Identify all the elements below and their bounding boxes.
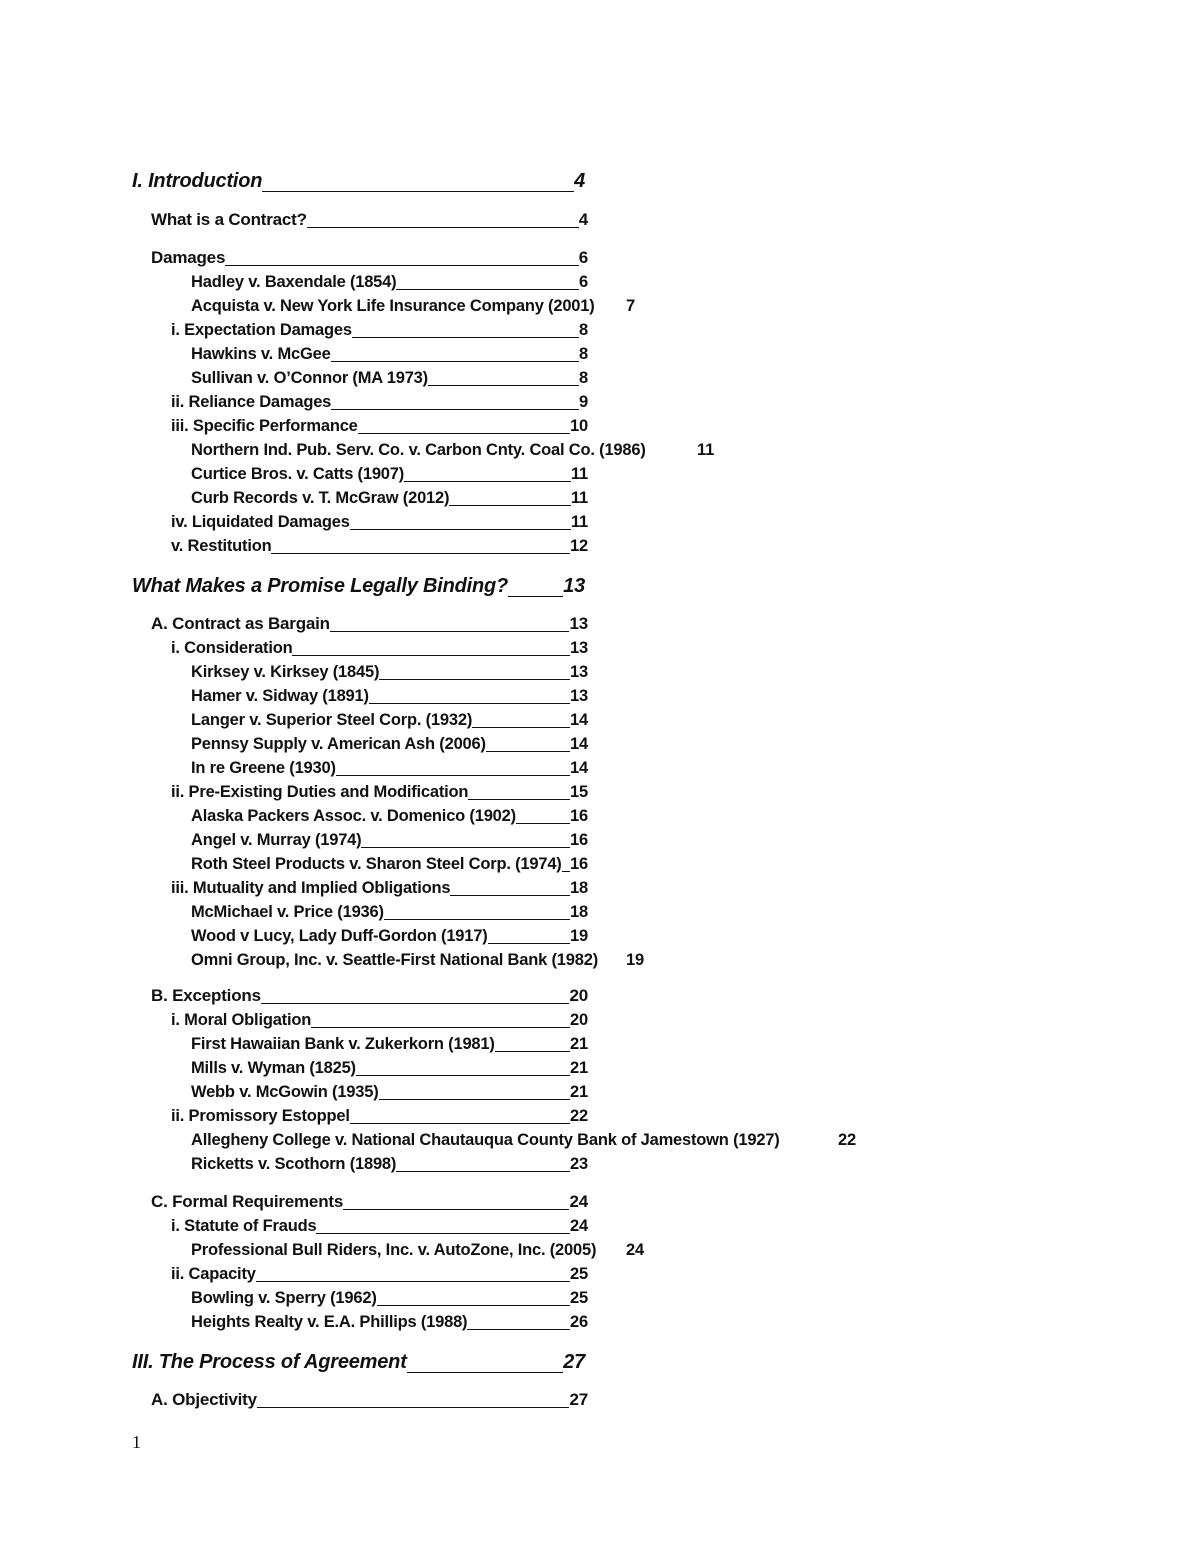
toc-entry[interactable] (0, 756, 1200, 780)
toc-entry-title: Hawkins v. McGee (191, 345, 331, 363)
toc-entry-title: Allegheny College v. National Chautauqua County Bank of Jamestown (1927) (191, 1131, 780, 1149)
toc-leader (307, 227, 579, 228)
toc-entry-title: Damages (151, 248, 226, 267)
toc-leader (343, 1209, 569, 1210)
toc-leader (379, 679, 570, 680)
toc-entry[interactable] (0, 708, 1200, 732)
toc-entry-title: Hamer v. Sidway (1891) (191, 687, 369, 705)
toc-entry-page: 18 (570, 903, 588, 921)
toc-entry-title: ii. Reliance Damages (171, 393, 332, 411)
toc-entry-title: What Makes a Promise Legally Binding? (132, 575, 509, 597)
toc-leader (428, 385, 579, 386)
toc-entry-title: Kirksey v. Kirksey (1845) (191, 663, 380, 681)
toc-entry-title: Roth Steel Products v. Sharon Steel Corp. (1974) (191, 855, 562, 873)
toc-entry-title: Ricketts v. Scothorn (1898) (191, 1155, 397, 1173)
toc-entry-page: 8 (579, 369, 588, 387)
toc-entry-page: 21 (570, 1059, 588, 1077)
toc-entry[interactable] (0, 1262, 1200, 1286)
toc-entry-page: 16 (570, 807, 588, 825)
toc-entry-title: iii. Specific Performance (171, 417, 358, 435)
toc-entry-page: 25 (570, 1289, 588, 1307)
toc-entry-title: Mills v. Wyman (1825) (191, 1059, 356, 1077)
toc-entry[interactable] (0, 684, 1200, 708)
toc-entry-page: 13 (570, 687, 588, 705)
toc-entry-title: iii. Mutuality and Implied Obligations (171, 879, 451, 897)
toc-leader (311, 1027, 570, 1028)
toc-entry[interactable] (0, 1238, 1200, 1262)
toc-leader (257, 1407, 570, 1408)
toc-entry-title: i. Expectation Damages (171, 321, 352, 339)
toc-entry-page: 22 (838, 1131, 856, 1149)
toc-entry[interactable] (0, 534, 1200, 558)
toc-entry-page: 13 (570, 663, 588, 681)
toc-entry-page: 24 (569, 1192, 588, 1211)
toc-entry-page: 16 (570, 855, 588, 873)
toc-entry[interactable] (0, 1008, 1200, 1032)
toc-entry-page: 14 (570, 711, 588, 729)
toc-leader (486, 751, 570, 752)
toc-entry[interactable] (0, 804, 1200, 828)
toc-entry-title: A. Objectivity (151, 1390, 257, 1409)
toc-leader (330, 631, 570, 632)
toc-entry-page: 27 (569, 1390, 588, 1409)
toc-leader (407, 1372, 563, 1373)
toc-entry[interactable] (0, 390, 1200, 414)
toc-entry[interactable] (0, 828, 1200, 852)
toc-entry[interactable] (0, 1080, 1200, 1104)
toc-entry-page: 6 (579, 273, 588, 291)
toc-entry-title: Angel v. Murray (1974) (191, 831, 362, 849)
toc-entry-page: 13 (569, 614, 588, 633)
toc-entry-page: 15 (570, 783, 588, 801)
toc-entry[interactable] (0, 572, 1200, 600)
toc-leader (369, 703, 570, 704)
toc-leader (361, 847, 570, 848)
toc-entry-page: 21 (570, 1083, 588, 1101)
toc-entry-page: 25 (570, 1265, 588, 1283)
toc-entry-page: 24 (626, 1241, 644, 1259)
toc-entry-page: 23 (570, 1155, 588, 1173)
toc-leader (404, 481, 571, 482)
toc-entry[interactable] (0, 1152, 1200, 1176)
toc-leader (468, 799, 570, 800)
toc-entry-title: Heights Realty v. E.A. Phillips (1988) (191, 1313, 468, 1331)
toc-entry-page: 4 (578, 210, 588, 229)
toc-entry-page: 11 (570, 513, 588, 531)
toc-entry-title: III. The Process of Agreement (132, 1351, 407, 1373)
toc-entry-title: I. Introduction (132, 170, 263, 192)
toc-entry-page: 8 (579, 345, 588, 363)
toc-entry-title: Northern Ind. Pub. Serv. Co. v. Carbon Cnty. Coal Co. (1986) (191, 441, 646, 459)
toc-entry[interactable] (0, 876, 1200, 900)
toc-entry-title: Alaska Packers Assoc. v. Domenico (1902) (191, 807, 516, 825)
toc-leader (384, 919, 570, 920)
toc-entry[interactable] (0, 900, 1200, 924)
toc-entry[interactable] (0, 852, 1200, 876)
toc-entry-title: Sullivan v. O’Connor (MA 1973) (191, 369, 428, 387)
toc-entry[interactable] (0, 1286, 1200, 1310)
toc-entry[interactable] (0, 924, 1200, 948)
toc-leader (292, 655, 570, 656)
toc-entry-page: 22 (570, 1107, 588, 1125)
toc-entry-title: Wood v Lucy, Lady Duff-Gordon (1917) (191, 927, 488, 945)
toc-entry-title: Curb Records v. T. McGraw (2012) (191, 489, 450, 507)
toc-entry-title: In re Greene (1930) (191, 759, 336, 777)
toc-leader (379, 1099, 571, 1100)
toc-leader (261, 1003, 570, 1004)
toc-entry-title: i. Moral Obligation (171, 1011, 312, 1029)
toc-leader (350, 529, 571, 530)
toc-entry-page: 8 (579, 321, 588, 339)
toc-entry-page: 7 (626, 297, 635, 315)
toc-entry-title: A. Contract as Bargain (151, 614, 330, 633)
toc-entry[interactable] (0, 984, 1200, 1008)
toc-entry[interactable] (0, 438, 1200, 462)
toc-entry-page: 13 (570, 639, 588, 657)
toc-leader (467, 1329, 570, 1330)
toc-entry[interactable] (0, 948, 1200, 972)
toc-entry[interactable] (0, 462, 1200, 486)
toc-entry-title: First Hawaiian Bank v. Zukerkorn (1981) (191, 1035, 495, 1053)
toc-entry[interactable] (0, 167, 1200, 195)
toc-entry-title: Langer v. Superior Steel Corp. (1932) (191, 711, 473, 729)
toc-leader (449, 505, 571, 506)
toc-leader (396, 289, 579, 290)
toc-entry-title: Hadley v. Baxendale (1854) (191, 273, 397, 291)
toc-leader (377, 1305, 570, 1306)
toc-entry-title: Professional Bull Riders, Inc. v. AutoZone, Inc. (2005) (191, 1241, 597, 1259)
toc-entry-title: What is a Contract? (151, 210, 307, 229)
toc-entry[interactable] (0, 1348, 1200, 1376)
toc-leader (316, 1233, 570, 1234)
toc-entry-page: 16 (570, 831, 588, 849)
toc-leader (562, 871, 570, 872)
toc-leader (262, 191, 574, 192)
toc-leader (516, 823, 570, 824)
toc-entry-page: 27 (563, 1351, 585, 1373)
toc-entry[interactable] (0, 294, 1200, 318)
toc-entry-title: C. Formal Requirements (151, 1192, 344, 1211)
toc-entry-page: 13 (563, 575, 585, 597)
toc-entry-page: 14 (570, 759, 588, 777)
toc-entry[interactable] (0, 1032, 1200, 1056)
toc-entry[interactable] (0, 1214, 1200, 1238)
toc-entry-title: Bowling v. Sperry (1962) (191, 1289, 377, 1307)
toc-leader (396, 1171, 570, 1172)
toc-leader (495, 1051, 570, 1052)
toc-entry[interactable] (0, 660, 1200, 684)
toc-entry-page: 11 (697, 441, 715, 459)
toc-entry[interactable] (0, 1056, 1200, 1080)
toc-entry[interactable] (0, 1104, 1200, 1128)
toc-entry-page: 10 (570, 417, 588, 435)
toc-entry-page: 19 (626, 951, 644, 969)
toc-leader (356, 1075, 570, 1076)
toc-entry-title: ii. Promissory Estoppel (171, 1107, 350, 1125)
toc-entry-title: Curtice Bros. v. Catts (1907) (191, 465, 405, 483)
toc-entry-title: Webb v. McGowin (1935) (191, 1083, 379, 1101)
toc-entry[interactable] (0, 510, 1200, 534)
toc-entry[interactable] (0, 414, 1200, 438)
toc-leader (450, 895, 570, 896)
toc-entry[interactable] (0, 1190, 1200, 1214)
toc-entry[interactable] (0, 636, 1200, 660)
toc-leader (271, 553, 570, 554)
toc-leader (352, 337, 579, 338)
toc-entry-title: ii. Pre-Existing Duties and Modification (171, 783, 469, 801)
toc-entry-page: 6 (578, 248, 588, 267)
toc-leader (350, 1123, 570, 1124)
toc-leader (336, 775, 570, 776)
toc-entry-page: 18 (570, 879, 588, 897)
toc-leader (488, 943, 571, 944)
toc-entry-title: Acquista v. New York Life Insurance Company (2001) (191, 297, 595, 315)
toc-entry[interactable] (0, 318, 1200, 342)
toc-leader (331, 409, 579, 410)
toc-entry-page: 20 (569, 986, 588, 1005)
toc-entry-title: v. Restitution (171, 537, 272, 555)
toc-entry[interactable] (0, 486, 1200, 510)
toc-entry-page: 20 (570, 1011, 588, 1029)
toc-entry-page: 24 (570, 1217, 588, 1235)
toc-entry[interactable] (0, 1388, 1200, 1412)
toc-leader (225, 265, 579, 266)
toc-entry-title: B. Exceptions (151, 986, 261, 1005)
toc-entry-page: 19 (570, 927, 588, 945)
toc-entry-title: ii. Capacity (171, 1265, 256, 1283)
toc-entry[interactable] (0, 208, 1200, 232)
toc-entry-page: 26 (570, 1313, 588, 1331)
toc-entry-page: 4 (574, 170, 585, 192)
toc-leader (358, 433, 570, 434)
toc-entry[interactable] (0, 246, 1200, 270)
toc-entry[interactable] (0, 1128, 1200, 1152)
toc-leader (508, 596, 563, 597)
toc-entry-page: 9 (579, 393, 588, 411)
toc-entry[interactable] (0, 342, 1200, 366)
toc-entry-page: 21 (570, 1035, 588, 1053)
toc-leader (256, 1281, 570, 1282)
toc-entry[interactable] (0, 270, 1200, 294)
toc-entry-title: McMichael v. Price (1936) (191, 903, 384, 921)
toc-entry-page: 12 (570, 537, 588, 555)
toc-entry[interactable] (0, 780, 1200, 804)
toc-entry-page: 11 (570, 489, 588, 507)
toc-entry[interactable] (0, 366, 1200, 390)
page-number: 1 (132, 1432, 141, 1452)
toc-entry[interactable] (0, 732, 1200, 756)
toc-entry[interactable] (0, 1310, 1200, 1334)
toc-entry-title: Pennsy Supply v. American Ash (2006) (191, 735, 486, 753)
toc-leader (472, 727, 570, 728)
toc-entry-title: i. Consideration (171, 639, 293, 657)
toc-leader (331, 361, 579, 362)
toc-entry-title: i. Statute of Frauds (171, 1217, 317, 1235)
toc-entry-title: Omni Group, Inc. v. Seattle-First National Bank (1982) (191, 951, 598, 969)
toc-entry-title: iv. Liquidated Damages (171, 513, 350, 531)
toc-entry-page: 14 (570, 735, 588, 753)
toc-entry[interactable] (0, 612, 1200, 636)
toc-entry-page: 11 (570, 465, 588, 483)
